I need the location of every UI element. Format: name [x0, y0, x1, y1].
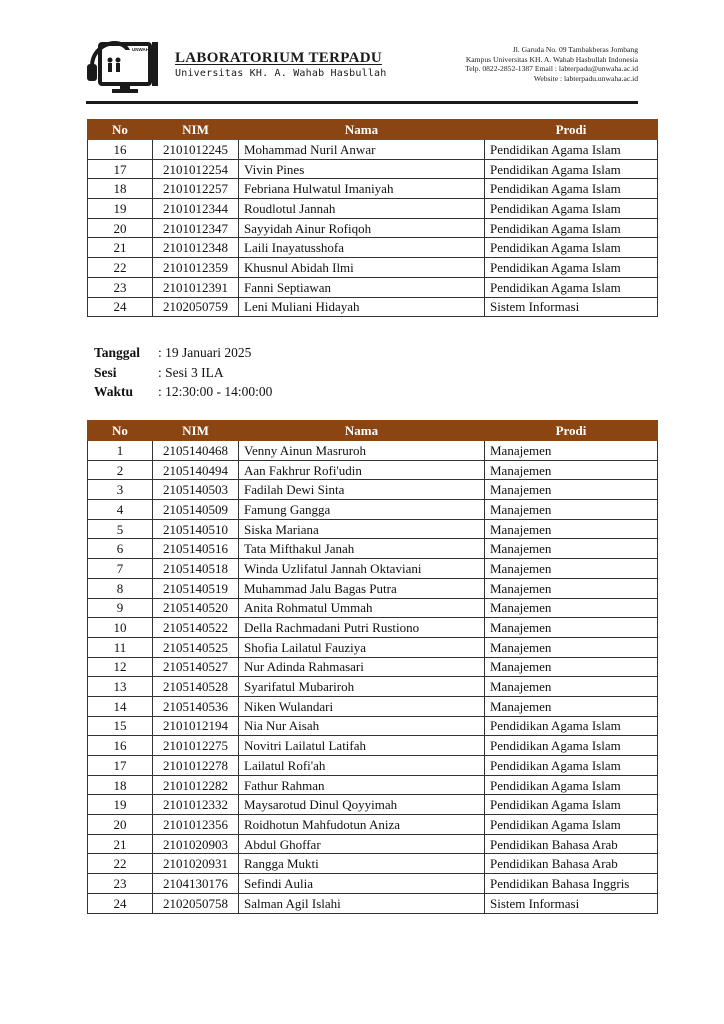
address-line: Jl. Garuda No. 09 Tambakberas Jombang: [512, 45, 638, 54]
cell-no: 19: [88, 795, 153, 815]
cell-nim: 2105140525: [153, 637, 239, 657]
participant-table-1: [87, 119, 658, 317]
cell-no: 8: [88, 578, 153, 598]
cell-prodi: Manajemen: [485, 696, 658, 716]
cell-no: 20: [88, 815, 153, 835]
cell-nama: Muhammad Jalu Bagas Putra: [239, 578, 485, 598]
table-row: [88, 677, 658, 697]
cell-prodi: Manajemen: [485, 500, 658, 520]
session-info: [94, 345, 272, 404]
table-row: [88, 199, 658, 219]
cell-prodi: Pendidikan Agama Islam: [485, 815, 658, 835]
cell-no: 3: [88, 480, 153, 500]
cell-nama: Febriana Hulwatul Imaniyah: [239, 179, 485, 199]
cell-nama: Nur Adinda Rahmasari: [239, 657, 485, 677]
table-row: [88, 657, 658, 677]
cell-nama: Salman Agil Islahi: [239, 893, 485, 913]
table-row: [88, 460, 658, 480]
table-row: [88, 277, 658, 297]
cell-no: 10: [88, 618, 153, 638]
cell-prodi: Pendidikan Agama Islam: [485, 716, 658, 736]
table-row: [88, 736, 658, 756]
cell-nim: 2101012278: [153, 756, 239, 776]
cell-prodi: Manajemen: [485, 637, 658, 657]
table-row: [88, 441, 658, 461]
cell-nama: Fanni Septiawan: [239, 277, 485, 297]
col-nama: Nama: [239, 421, 485, 441]
cell-nama: Maysarotud Dinul Qoyyimah: [239, 795, 485, 815]
cell-nama: Mohammad Nuril Anwar: [239, 140, 485, 160]
cell-nim: 2101020903: [153, 834, 239, 854]
lab-title: LABORATORIUM TERPADU: [175, 50, 382, 66]
cell-nama: Anita Rohmatul Ummah: [239, 598, 485, 618]
table-row: [88, 598, 658, 618]
cell-nama: Sefindi Aulia: [239, 874, 485, 894]
cell-prodi: Manajemen: [485, 559, 658, 579]
cell-nama: Nia Nur Aisah: [239, 716, 485, 736]
cell-no: 22: [88, 258, 153, 278]
cell-prodi: Pendidikan Agama Islam: [485, 795, 658, 815]
cell-nim: 2105140536: [153, 696, 239, 716]
cell-prodi: Pendidikan Bahasa Inggris: [485, 874, 658, 894]
cell-no: 24: [88, 893, 153, 913]
cell-nama: Fadilah Dewi Sinta: [239, 480, 485, 500]
table-row: [88, 519, 658, 539]
table-row: [88, 258, 658, 278]
cell-no: 21: [88, 834, 153, 854]
cell-no: 1: [88, 441, 153, 461]
address-block: [398, 45, 638, 83]
cell-prodi: Pendidikan Bahasa Arab: [485, 854, 658, 874]
cell-nama: Venny Ainun Masruroh: [239, 441, 485, 461]
table-header-row: [88, 421, 658, 441]
cell-prodi: Pendidikan Agama Islam: [485, 218, 658, 238]
cell-nim: 2105140510: [153, 519, 239, 539]
tanggal-label: Tanggal: [94, 345, 141, 360]
table-row: [88, 500, 658, 520]
cell-no: 23: [88, 277, 153, 297]
cell-prodi: Manajemen: [485, 657, 658, 677]
cell-no: 9: [88, 598, 153, 618]
cell-nim: 2105140519: [153, 578, 239, 598]
cell-no: 4: [88, 500, 153, 520]
cell-no: 12: [88, 657, 153, 677]
table-row: [88, 775, 658, 795]
cell-nim: 2105140527: [153, 657, 239, 677]
table-row: [88, 756, 658, 776]
cell-nama: Leni Muliani Hidayah: [239, 297, 485, 317]
cell-nim: 2105140528: [153, 677, 239, 697]
cell-nama: Syarifatul Mubariroh: [239, 677, 485, 697]
cell-nim: 2101012359: [153, 258, 239, 278]
cell-nim: 2105140516: [153, 539, 239, 559]
cell-no: 23: [88, 874, 153, 894]
tanggal-value: : 19 Januari 2025: [158, 345, 252, 360]
cell-nim: 2105140494: [153, 460, 239, 480]
table-row: [88, 854, 658, 874]
cell-prodi: Sistem Informasi: [485, 893, 658, 913]
address-line: Telp. 0822-2852-1387 Email : labterpadu@unwaha.ac.id: [465, 64, 638, 74]
cell-nama: Abdul Ghoffar: [239, 834, 485, 854]
cell-prodi: Pendidikan Bahasa Arab: [485, 834, 658, 854]
cell-no: 7: [88, 559, 153, 579]
cell-no: 24: [88, 297, 153, 317]
cell-no: 17: [88, 756, 153, 776]
table-row: [88, 874, 658, 894]
cell-nim: 2101012348: [153, 238, 239, 258]
cell-prodi: Pendidikan Agama Islam: [485, 179, 658, 199]
cell-prodi: Manajemen: [485, 677, 658, 697]
cell-no: 18: [88, 775, 153, 795]
cell-prodi: Sistem Informasi: [485, 297, 658, 317]
cell-nama: Sayyidah Ainur Rofiqoh: [239, 218, 485, 238]
cell-nim: 2101012282: [153, 775, 239, 795]
cell-prodi: Pendidikan Agama Islam: [485, 238, 658, 258]
lab-logo-icon: [86, 36, 166, 96]
cell-nim: 2101020931: [153, 854, 239, 874]
cell-prodi: Manajemen: [485, 598, 658, 618]
table-row: [88, 893, 658, 913]
cell-nama: Khusnul Abidah Ilmi: [239, 258, 485, 278]
cell-nim: 2105140509: [153, 500, 239, 520]
cell-prodi: Manajemen: [485, 539, 658, 559]
waktu-value: : 12:30:00 - 14:00:00: [158, 384, 273, 399]
cell-nama: Lailatul Rofi'ah: [239, 756, 485, 776]
cell-nim: 2105140522: [153, 618, 239, 638]
cell-nim: 2105140468: [153, 441, 239, 461]
table-row: [88, 815, 658, 835]
svg-text:UNWAHA: UNWAHA: [132, 47, 153, 52]
table-row: [88, 578, 658, 598]
cell-no: 16: [88, 736, 153, 756]
cell-nama: Winda Uzlifatul Jannah Oktaviani: [239, 559, 485, 579]
table-row: [88, 297, 658, 317]
cell-nim: 2101012344: [153, 199, 239, 219]
cell-nim: 2102050758: [153, 893, 239, 913]
table-row: [88, 559, 658, 579]
col-nama: Nama: [239, 120, 485, 140]
cell-no: 17: [88, 159, 153, 179]
cell-nama: Roudlotul Jannah: [239, 199, 485, 219]
cell-nim: 2101012254: [153, 159, 239, 179]
cell-prodi: Pendidikan Agama Islam: [485, 140, 658, 160]
col-no: No: [88, 120, 153, 140]
cell-nama: Fathur Rahman: [239, 775, 485, 795]
cell-nama: Aan Fakhrur Rofi'udin: [239, 460, 485, 480]
cell-prodi: Manajemen: [485, 441, 658, 461]
waktu-label: Waktu: [94, 384, 134, 399]
cell-nim: 2105140520: [153, 598, 239, 618]
cell-prodi: Manajemen: [485, 578, 658, 598]
cell-prodi: Pendidikan Agama Islam: [485, 775, 658, 795]
cell-nim: 2101012245: [153, 140, 239, 160]
table-row: [88, 480, 658, 500]
cell-nama: Niken Wulandari: [239, 696, 485, 716]
table-row: [88, 637, 658, 657]
cell-prodi: Pendidikan Agama Islam: [485, 258, 658, 278]
cell-nama: Novitri Lailatul Latifah: [239, 736, 485, 756]
address-line: Website : labterpadu.unwaha.ac.id: [533, 73, 638, 83]
cell-nama: Rangga Mukti: [239, 854, 485, 874]
table-row: [88, 140, 658, 160]
cell-nim: 2101012347: [153, 218, 239, 238]
cell-nama: Della Rachmadani Putri Rustiono: [239, 618, 485, 638]
table-row: [88, 696, 658, 716]
cell-nama: Roidhotun Mahfudotun Aniza: [239, 815, 485, 835]
cell-no: 2: [88, 460, 153, 480]
cell-no: 22: [88, 854, 153, 874]
table-row: [88, 539, 658, 559]
participant-table-2: [87, 420, 658, 914]
cell-nama: Laili Inayatusshofa: [239, 238, 485, 258]
cell-prodi: Manajemen: [485, 618, 658, 638]
cell-nama: Famung Gangga: [239, 500, 485, 520]
cell-nama: Vivin Pines: [239, 159, 485, 179]
cell-prodi: Manajemen: [485, 480, 658, 500]
cell-prodi: Pendidikan Agama Islam: [485, 756, 658, 776]
cell-nim: 2101012391: [153, 277, 239, 297]
cell-no: 21: [88, 238, 153, 258]
cell-nama: Tata Mifthakul Janah: [239, 539, 485, 559]
table-row: [88, 238, 658, 258]
table-row: [88, 716, 658, 736]
cell-no: 16: [88, 140, 153, 160]
cell-nama: Shofia Lailatul Fauziya: [239, 637, 485, 657]
sesi-value: : Sesi 3 ILA: [158, 364, 224, 380]
cell-no: 6: [88, 539, 153, 559]
col-prodi: Prodi: [485, 421, 658, 441]
cell-nim: 2101012332: [153, 795, 239, 815]
cell-prodi: Pendidikan Agama Islam: [485, 199, 658, 219]
table-row: [88, 795, 658, 815]
col-nim: NIM: [153, 120, 239, 140]
table-row: [88, 159, 658, 179]
table-row: [88, 179, 658, 199]
cell-nim: 2101012257: [153, 179, 239, 199]
cell-prodi: Pendidikan Agama Islam: [485, 736, 658, 756]
table-row: [88, 618, 658, 638]
cell-no: 5: [88, 519, 153, 539]
letterhead: [86, 36, 638, 106]
sesi-label: Sesi: [94, 364, 117, 380]
cell-nim: 2101012356: [153, 815, 239, 835]
cell-no: 14: [88, 696, 153, 716]
cell-no: 15: [88, 716, 153, 736]
cell-nim: 2105140503: [153, 480, 239, 500]
col-prodi: Prodi: [485, 120, 658, 140]
table-row: [88, 218, 658, 238]
header-divider: [86, 101, 638, 104]
table-header-row: [88, 120, 658, 140]
cell-nim: 2102050759: [153, 297, 239, 317]
cell-no: 18: [88, 179, 153, 199]
cell-nim: 2104130176: [153, 874, 239, 894]
col-nim: NIM: [153, 421, 239, 441]
cell-prodi: Manajemen: [485, 460, 658, 480]
address-line: Kampus Universitas KH. A. Wahab Hasbullah Indonesia: [465, 54, 638, 64]
table-row: [88, 834, 658, 854]
cell-no: 11: [88, 637, 153, 657]
cell-nama: Siska Mariana: [239, 519, 485, 539]
cell-prodi: Pendidikan Agama Islam: [485, 277, 658, 297]
cell-prodi: Manajemen: [485, 519, 658, 539]
cell-no: 13: [88, 677, 153, 697]
cell-nim: 2101012275: [153, 736, 239, 756]
col-no: No: [88, 421, 153, 441]
cell-prodi: Pendidikan Agama Islam: [485, 159, 658, 179]
cell-no: 20: [88, 218, 153, 238]
university-name: Universitas KH. A. Wahab Hasbullah: [175, 68, 387, 79]
cell-no: 19: [88, 199, 153, 219]
cell-nim: 2105140518: [153, 559, 239, 579]
cell-nim: 2101012194: [153, 716, 239, 736]
